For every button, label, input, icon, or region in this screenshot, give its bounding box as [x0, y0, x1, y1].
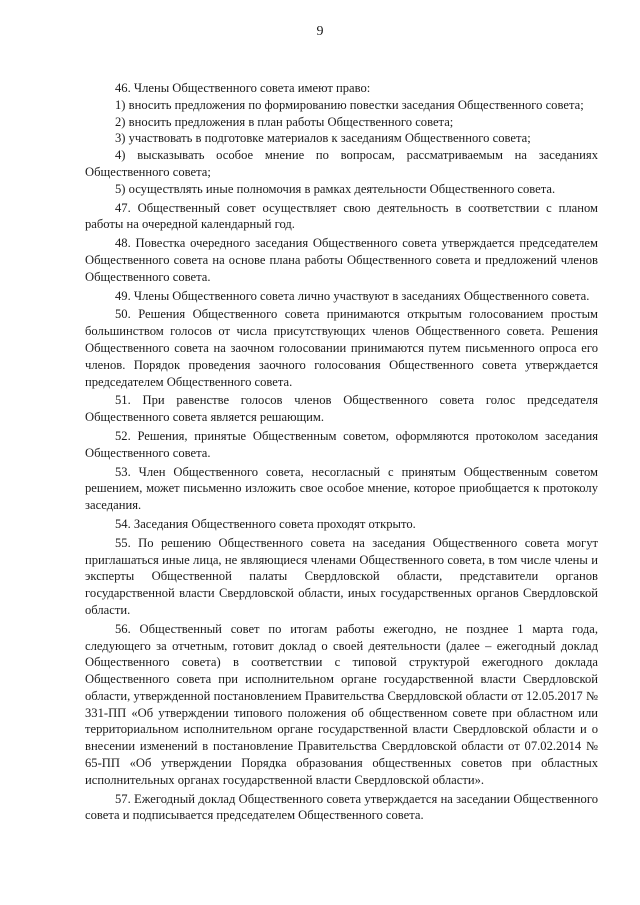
document-body	[85, 80, 598, 824]
list-item-3: 3) участвовать в подготовке материалов к заседаниям Общественного совета;	[115, 131, 531, 146]
page-number: 9	[316, 24, 324, 39]
list-item-4: 4) высказывать особое мнение по вопросам, рассматриваемым на заседаниях Общественного совета;	[85, 148, 598, 179]
paragraph-51: 51. При равенстве голосов членов Общественного совета голос председателя Общественного совета является решающим.	[85, 393, 598, 425]
paragraph-54: 54. Заседания Общественного совета проходят открыто.	[115, 516, 416, 531]
list-item-5: 5) осуществлять иные полномочия в рамках деятельности Общественного совета.	[115, 181, 556, 196]
paragraph-52: 52. Решения, принятые Общественным советом, оформляются протоколом заседания Общественного совета.	[85, 428, 598, 460]
paragraph-56: 56. Общественный совет по итогам работы ежегодно, не позднее 1 марта года, следующего за отчетным, готовит доклад о своей деятельности (далее – ежегодный доклад Общественного совета) в соответствии с типовой структурой ежегодного доклада Общественного совета при исполнительном органе государственной власти Свердловской области, утвержденной постановлением Правительства Свердловской области от 12.05.2017 № 331-ПП «Об утверждении типового положения об общественном совете при областном или территориальном исполнительном органе государственной власти Свердловской области и о внесении изменений в постановление Правительства Свердловской области от 07.02.2014 № 65-ПП «Об утверждении Порядка образования общественных советов при областных исполнительных органах государственной власти Свердловской области».	[85, 621, 598, 787]
paragraph-48: 48. Повестка очередного заседания Общественного совета утверждается председателем Общественного совета на основе плана работы Общественного совета и предложений членов Общественного совета.	[85, 236, 598, 284]
paragraph-55: 55. По решению Общественного совета на заседания Общественного совета могут приглашаться иные лица, не являющиеся членами Общественного совета, в том числе члены и эксперты Общественной палаты Свердловской области, представители органов государственной власти Свердловской области, иных государственных органов Свердловской области.	[85, 535, 598, 617]
paragraph-57: 57. Ежегодный доклад Общественного совета утверждается на заседании Общественного совета и подписывается председателем Общественного совета.	[85, 791, 598, 823]
paragraph-49: 49. Члены Общественного совета лично участвуют в заседаниях Общественного совета.	[115, 288, 590, 303]
list-item-2: 2) вносить предложения в план работы Общественного совета;	[115, 114, 454, 129]
paragraph-53: 53. Член Общественного совета, несогласный с принятым Общественным советом решением, может письменно изложить свое особое мнение, которое приобщается к протоколу заседания.	[85, 464, 598, 513]
paragraph-50: 50. Решения Общественного совета принимаются открытым голосованием простым большинством голосов от числа присутствующих членов Общественного совета. Решения Общественного совета на заочном голосовании принимаются путем письменного опроса его членов. Порядок проведения заочного голосования Общественного совета утверждается председателем Общественного совета.	[85, 307, 598, 389]
paragraph-47: 47. Общественный совет осуществляет свою деятельность в соответствии с планом работы на очередной календарный год.	[85, 200, 598, 232]
paragraph-46: 46. Члены Общественного совета имеют право:	[115, 81, 371, 95]
list-item-1: 1) вносить предложения по формированию повестки заседания Общественного совета;	[115, 97, 584, 112]
